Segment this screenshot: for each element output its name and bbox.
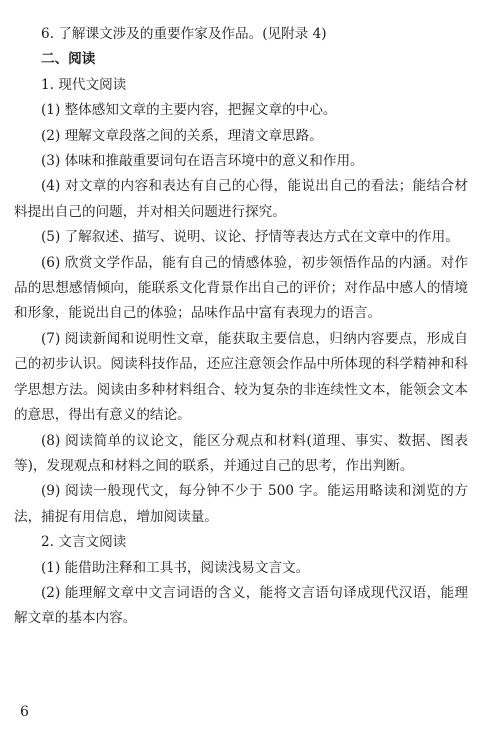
reading-item-1: (1) 整体感知文章的主要内容，把握文章的中心。 [41,102,337,119]
section-heading-reading: 二、阅读 [41,51,96,68]
reading-item-3: (3) 体味和推敲重要词句在语言环境中的意义和作用。 [41,153,364,170]
reading-item-8: (8) 阅读简单的议论文，能区分观点和材料(道理、事实、数据、图表等)，发现观点和材料之间的联系，并通过自己的思考，作出判断。 [14,432,468,474]
page-content [14,22,468,632]
reading-item-7: (7) 阅读新闻和说明性文章，能获取主要信息，归纳内容要点，形成自己的初步认识。阅读科技作品，还应注意领会作品中所体现的科学精神和科学思想方法。阅读由多种材料组合、较为复杂的非连续性文本，能领会文本的意思，得出有意义的结论。 [14,330,468,424]
reading-item-2: (2) 理解文章段落之间的关系，理清文章思路。 [41,127,323,144]
classical-item-2: (2) 能理解文章中文言词语的含义，能将文言语句译成现代汉语，能理解文章的基本内容。 [14,584,468,627]
item-6-authors-works: 6. 了解课文涉及的重要作家及作品。(见附录 4) [41,26,327,42]
reading-item-5: (5) 了解叙述、描写、说明、议论、抒情等表达方式在文章中的作用。 [41,229,459,246]
page-number: 6 [20,704,29,720]
reading-item-9: (9) 阅读一般现代文，每分钟不少于 500 字。能运用略读和浏览的方法，捕捉有用信息，增加阅读量。 [14,483,468,525]
subsection-heading-modern-reading: 1. 现代文阅读 [41,76,127,93]
classical-item-1: (1) 能借助注释和工具书，阅读浅易文言文。 [41,559,310,576]
reading-item-6: (6) 欣赏文学作品，能有自己的情感体验，初步领悟作品的内涵。对作品的思想感情倾向，能联系文化背景作出自己的评价；对作品中感人的情境和形象，能说出自己的体验；品味作品中富有表现力的语言。 [14,254,468,322]
subsection-heading-classical-reading: 2. 文言文阅读 [41,534,127,551]
reading-item-4: (4) 对文章的内容和表达有自己的心得，能说出自己的看法；能结合材料提出自己的问题，并对相关问题进行探究。 [14,178,468,220]
